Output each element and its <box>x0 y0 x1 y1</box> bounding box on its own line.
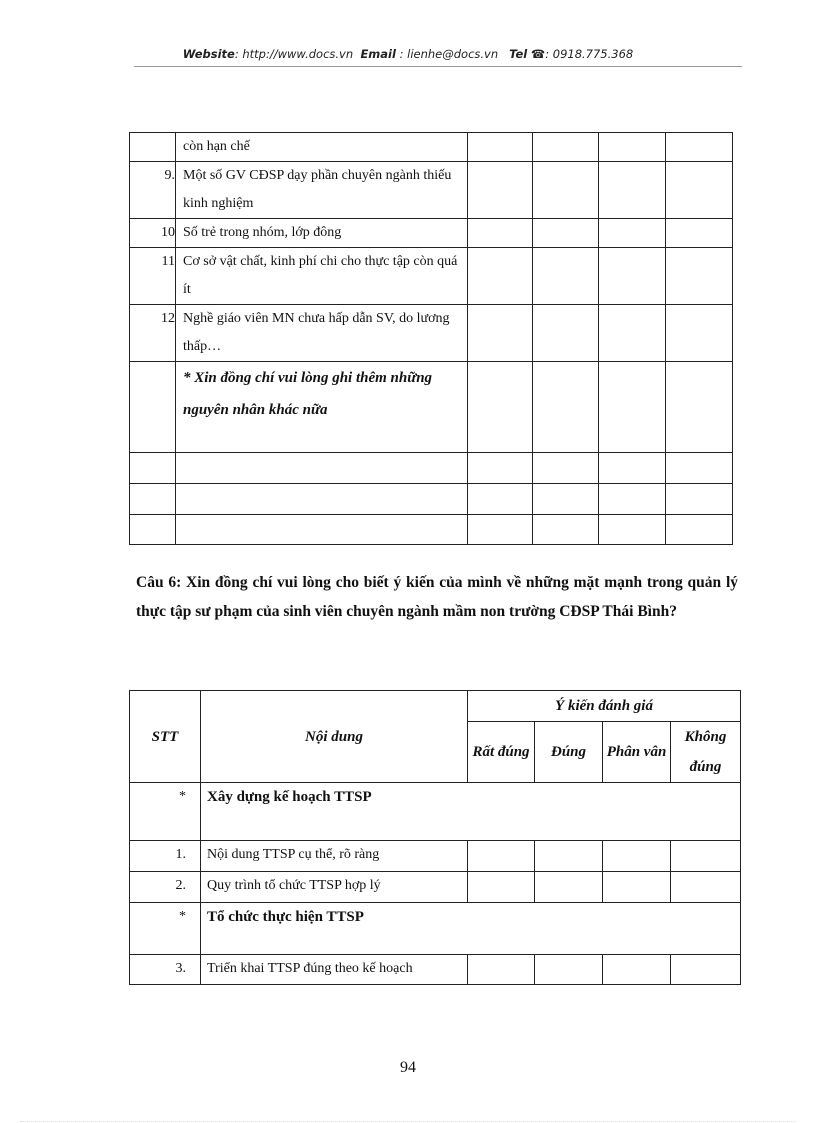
rating-cell <box>666 362 733 453</box>
row-number: 9. <box>130 162 176 219</box>
blank-row <box>130 515 733 545</box>
table-row <box>130 362 733 453</box>
rating-cell <box>468 362 533 453</box>
blank-cell <box>599 453 666 484</box>
rating-cell <box>666 162 733 219</box>
section-title: Xây dựng kế hoạch TTSP <box>201 783 741 841</box>
phone-icon: ☎ <box>530 47 546 61</box>
blank-cell <box>176 515 468 545</box>
rating-cell <box>666 305 733 362</box>
rating-cell <box>535 955 603 985</box>
row-number: 2. <box>130 872 201 903</box>
very-true-header: Rất đúng <box>468 722 535 783</box>
blank-cell <box>533 484 599 515</box>
rating-cell <box>666 219 733 248</box>
rating-cell <box>468 872 535 903</box>
rating-cell <box>535 841 603 872</box>
blank-cell <box>666 453 733 484</box>
tel-label: Tel <box>509 47 528 61</box>
rating-cell <box>533 162 599 219</box>
page-number: 94 <box>400 1059 416 1076</box>
blank-cell <box>468 484 533 515</box>
rating-cell <box>533 248 599 305</box>
evaluation-header: Ý kiến đánh giá <box>468 691 741 722</box>
row-text: Nội dung TTSP cụ thể, rõ ràng <box>201 841 468 872</box>
blank-cell <box>468 515 533 545</box>
rating-cell <box>468 219 533 248</box>
blank-cell <box>176 484 468 515</box>
table-row <box>130 841 741 872</box>
question-6: Câu 6: Xin đồng chí vui lòng cho biết ý kiến của mình về những mặt mạnh trong quản lý thực tập sư phạm của sinh viên chuyên ngành mầm non trường CĐSP Thái Bình? <box>136 574 738 620</box>
row-number: 1. <box>130 841 201 872</box>
rating-cell <box>603 872 671 903</box>
header-divider <box>134 66 742 67</box>
rating-cell <box>603 841 671 872</box>
rating-cell <box>533 133 599 162</box>
table-row <box>130 162 733 219</box>
table-row <box>130 955 741 985</box>
rating-cell <box>666 133 733 162</box>
footer-divider <box>20 1121 796 1122</box>
blank-cell <box>533 453 599 484</box>
email-label: Email <box>360 47 396 61</box>
rating-cell <box>468 955 535 985</box>
rating-cell <box>533 219 599 248</box>
true-header: Đúng <box>535 722 603 783</box>
website-label: Website <box>182 47 235 61</box>
row-text: Cơ sở vật chất, kinh phí chi cho thực tập còn quá ít <box>176 248 468 305</box>
blank-cell <box>666 515 733 545</box>
blank-row <box>130 484 733 515</box>
row-text: Số trẻ trong nhóm, lớp đông <box>176 219 468 248</box>
section-row <box>130 783 741 841</box>
rating-cell <box>533 305 599 362</box>
stt-header: STT <box>130 691 201 783</box>
rating-cell <box>599 305 666 362</box>
rating-cell <box>468 305 533 362</box>
rating-cell <box>603 955 671 985</box>
rating-cell <box>533 362 599 453</box>
row-number: 12 <box>130 305 176 362</box>
header-row <box>130 691 741 722</box>
table-row <box>130 248 733 305</box>
strengths-table <box>129 690 741 985</box>
rating-cell <box>599 219 666 248</box>
undecided-header: Phân vân <box>603 722 671 783</box>
blank-cell <box>130 515 176 545</box>
blank-cell <box>130 484 176 515</box>
content-header: Nội dung <box>201 691 468 783</box>
page-header <box>0 47 816 61</box>
rating-cell <box>671 841 741 872</box>
rating-cell <box>671 955 741 985</box>
row-number <box>130 133 176 162</box>
blank-cell <box>533 515 599 545</box>
row-number <box>130 362 176 453</box>
blank-cell <box>666 484 733 515</box>
blank-cell <box>176 453 468 484</box>
rating-cell <box>599 362 666 453</box>
row-number: * <box>130 783 201 841</box>
row-number: * <box>130 903 201 955</box>
rating-cell <box>535 872 603 903</box>
table-row <box>130 305 733 362</box>
rating-cell <box>599 248 666 305</box>
other-causes-prompt: * Xin đồng chí vui lòng ghi thêm những nguyên nhân khác nữa <box>176 362 468 453</box>
rating-cell <box>599 133 666 162</box>
rating-cell <box>666 248 733 305</box>
blank-cell <box>468 453 533 484</box>
row-text: Nghề giáo viên MN chưa hấp dẫn SV, do lương thấp… <box>176 305 468 362</box>
table-row <box>130 133 733 162</box>
table-row <box>130 872 741 903</box>
blank-cell <box>599 484 666 515</box>
website-value: : http://www.docs.vn <box>234 47 354 61</box>
blank-row <box>130 453 733 484</box>
row-number: 11 <box>130 248 176 305</box>
row-text: Một số GV CĐSP dạy phần chuyên ngành thiếu kinh nghiệm <box>176 162 468 219</box>
rating-cell <box>468 133 533 162</box>
row-number: 3. <box>130 955 201 985</box>
blank-cell <box>130 453 176 484</box>
row-text: Quy trình tổ chức TTSP hợp lý <box>201 872 468 903</box>
table-row <box>130 219 733 248</box>
rating-cell <box>468 841 535 872</box>
email-value: : lienhe@docs.vn <box>399 47 499 61</box>
row-text: Triển khai TTSP đúng theo kế hoạch <box>201 955 468 985</box>
rating-cell <box>599 162 666 219</box>
row-number: 10 <box>130 219 176 248</box>
not-true-header: Không đúng <box>671 722 741 783</box>
section-row <box>130 903 741 955</box>
rating-cell <box>468 162 533 219</box>
row-text: còn hạn chế <box>176 133 468 162</box>
rating-cell <box>671 872 741 903</box>
causes-table <box>129 132 733 545</box>
blank-cell <box>599 515 666 545</box>
section-title: Tổ chức thực hiện TTSP <box>201 903 741 955</box>
rating-cell <box>468 248 533 305</box>
tel-value: : 0918.775.368 <box>545 47 634 61</box>
